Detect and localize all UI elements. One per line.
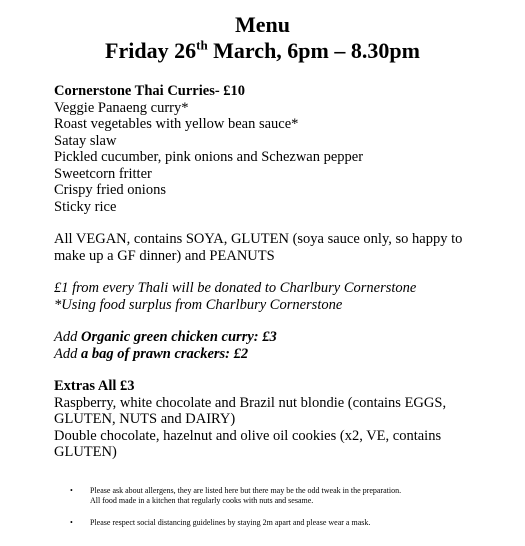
addons-section bbox=[54, 329, 514, 362]
allergen-note bbox=[54, 231, 514, 264]
date-text: Friday 26 bbox=[105, 38, 197, 63]
curry-item: Sticky rice bbox=[54, 198, 117, 215]
page-title: Menu bbox=[235, 12, 290, 37]
addon-prefix: Add bbox=[54, 329, 81, 345]
extras-line: GLUTEN) bbox=[54, 444, 117, 460]
addon-prefix: Add bbox=[54, 345, 81, 362]
footnote-distancing bbox=[70, 518, 490, 528]
footnote-line: All food made in a kitchen that regularly cooks with nuts and sesame. bbox=[90, 496, 314, 505]
extras-section bbox=[54, 378, 514, 461]
addon-chicken-label: Organic green chicken curry: £3 bbox=[80, 329, 277, 345]
extras-line: Raspberry, white chocolate and Brazil nut blondie (contains EGGS, bbox=[54, 394, 447, 411]
extras-heading: Extras All £3 bbox=[54, 378, 135, 394]
curry-item: Sweetcorn fritter bbox=[54, 165, 152, 182]
addon-chicken bbox=[54, 329, 514, 346]
donation-line: £1 from every Thali will be donated to Charlbury Cornerstone bbox=[54, 280, 417, 296]
bullet-icon: • bbox=[70, 518, 73, 527]
addon-prawn-label: a bag of prawn crackers: £2 bbox=[80, 345, 249, 362]
curry-item: Pickled cucumber, pink onions and Schezwan pepper bbox=[54, 149, 364, 165]
curry-item: Roast vegetables with yellow bean sauce* bbox=[54, 116, 299, 132]
footnotes bbox=[70, 486, 490, 506]
date-ordinal-suffix: th bbox=[196, 37, 208, 53]
extras-line: GLUTEN, NUTS and DAIRY) bbox=[54, 411, 236, 427]
curries-heading: Cornerstone Thai Curries- £10 bbox=[54, 83, 246, 99]
footnote-line: Please respect social distancing guidelines by staying 2m apart and please wear a mask. bbox=[90, 518, 371, 527]
event-date-heading bbox=[0, 38, 525, 64]
curry-item: Veggie Panaeng curry* bbox=[54, 99, 189, 116]
date-time-text: March, 6pm – 8.30pm bbox=[207, 38, 420, 63]
bullet-icon: • bbox=[70, 486, 73, 495]
curry-item: Satay slaw bbox=[54, 132, 117, 149]
surplus-line: *Using food surplus from Charlbury Cornerstone bbox=[54, 296, 343, 313]
footnote-allergens bbox=[70, 486, 490, 506]
donation-note bbox=[54, 280, 514, 313]
footnotes-2 bbox=[70, 518, 490, 528]
extras-line: Double chocolate, hazelnut and olive oil cookies (x2, VE, contains bbox=[54, 427, 442, 444]
addon-prawn bbox=[54, 346, 514, 363]
curry-item: Crispy fried onions bbox=[54, 182, 166, 198]
allergen-line: make up a GF dinner) and PEANUTS bbox=[54, 247, 275, 264]
curries-section bbox=[54, 83, 514, 215]
allergen-line: All VEGAN, contains SOYA, GLUTEN (soya sauce only, so happy to bbox=[54, 231, 463, 247]
footnote-line: Please ask about allergens, they are listed here but there may be the odd tweak in the preparation. bbox=[90, 486, 402, 495]
